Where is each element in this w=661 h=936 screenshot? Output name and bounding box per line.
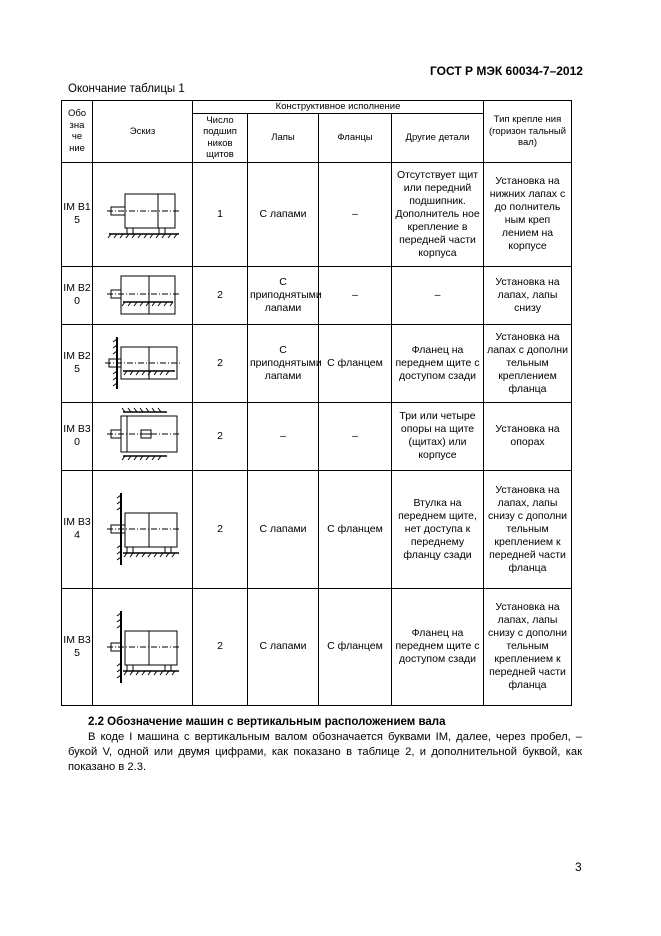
sketch-b25 xyxy=(93,324,193,402)
row-flanges: – xyxy=(319,266,392,324)
table-row xyxy=(62,588,572,705)
row-mount: Установка на нижних лапах с до полнитель ным креп лением на корпусе xyxy=(484,162,572,266)
table-row xyxy=(62,470,572,588)
row-feet: С приподнятыми лапами xyxy=(248,324,319,402)
sketch-b35 xyxy=(93,588,193,705)
row-bearings: 2 xyxy=(193,402,248,470)
header-sketch: Эскиз xyxy=(93,101,193,163)
table-row xyxy=(62,324,572,402)
row-code: IM B3 4 xyxy=(62,470,93,588)
row-other: – xyxy=(392,266,484,324)
row-other: Втулка на переднем щите, нет доступа к переднему фланцу сзади xyxy=(392,470,484,588)
table-caption: Окончание таблицы 1 xyxy=(68,83,185,95)
row-mount: Установка на лапах, лапы снизу xyxy=(484,266,572,324)
table-row xyxy=(62,162,572,266)
row-code: IM B2 0 xyxy=(62,266,93,324)
row-flanges: С фланцем xyxy=(319,324,392,402)
row-mount: Установка на опорах xyxy=(484,402,572,470)
row-feet: С лапами xyxy=(248,588,319,705)
row-code: IM B3 0 xyxy=(62,402,93,470)
header-construction: Конструктивное исполнение xyxy=(193,101,484,114)
row-flanges: – xyxy=(319,162,392,266)
row-other: Фланец на переднем щите с доступом сзади xyxy=(392,324,484,402)
row-bearings: 2 xyxy=(193,324,248,402)
motor-sketch-icon xyxy=(103,184,183,244)
document-id: ГОСТ Р МЭК 60034-7–2012 xyxy=(430,64,583,78)
sketch-b15 xyxy=(93,162,193,266)
row-feet: С лапами xyxy=(248,470,319,588)
row-feet: С приподнятыми лапами xyxy=(248,266,319,324)
row-other: Отсутствует щит или передний подшипник. Дополнитель ное крепление в передней части корпуса xyxy=(392,162,484,266)
sketch-b30 xyxy=(93,402,193,470)
row-mount: Установка на лапах с дополни тельным креплением фланца xyxy=(484,324,572,402)
row-flanges: С фланцем xyxy=(319,470,392,588)
section-paragraph: В коде I машина с вертикальным валом обозначается буквами IM, далее, через пробел, – букой V, одной или двумя цифрами, как показано в таблице 2, и дополнительной буквой, как показано в 2.3. xyxy=(68,731,582,773)
row-mount: Установка на лапах, лапы снизу с дополни тельным креплением к передней части фланца xyxy=(484,470,572,588)
row-feet: С лапами xyxy=(248,162,319,266)
header-other: Другие детали xyxy=(392,113,484,162)
row-flanges: – xyxy=(319,402,392,470)
row-other: Три или четыре опоры на щите (щитах) или корпусе xyxy=(392,402,484,470)
motor-sketch-icon xyxy=(103,605,183,689)
row-bearings: 1 xyxy=(193,162,248,266)
row-bearings: 2 xyxy=(193,266,248,324)
row-bearings: 2 xyxy=(193,470,248,588)
row-code: IM B2 5 xyxy=(62,324,93,402)
header-flanges: Фланцы xyxy=(319,113,392,162)
header-designation: Обо зна че ние xyxy=(62,101,93,163)
table-row xyxy=(62,266,572,324)
row-mount: Установка на лапах, лапы снизу с дополни тельным креплением к передней части фланца xyxy=(484,588,572,705)
row-flanges: С фланцем xyxy=(319,588,392,705)
motor-sketch-icon xyxy=(103,487,183,571)
row-code: IM B3 5 xyxy=(62,588,93,705)
header-mount: Тип крепле ния (горизон тальный вал) xyxy=(484,101,572,163)
header-feet: Лапы xyxy=(248,113,319,162)
motor-sketch-icon xyxy=(103,272,183,318)
row-code: IM B1 5 xyxy=(62,162,93,266)
sketch-b20 xyxy=(93,266,193,324)
motor-sketch-icon xyxy=(103,331,183,395)
row-feet: – xyxy=(248,402,319,470)
table-row xyxy=(62,402,572,470)
header-bearings: Число подшип ников щитов xyxy=(193,113,248,162)
page-number: 3 xyxy=(575,860,582,874)
motor-sketch-icon xyxy=(103,406,183,466)
sketch-b34 xyxy=(93,470,193,588)
row-bearings: 2 xyxy=(193,588,248,705)
row-other: Фланец на переднем щите с доступом сзади xyxy=(392,588,484,705)
construction-table xyxy=(61,100,572,706)
section-heading: 2.2 Обозначение машин с вертикальным расположением вала xyxy=(88,716,446,728)
